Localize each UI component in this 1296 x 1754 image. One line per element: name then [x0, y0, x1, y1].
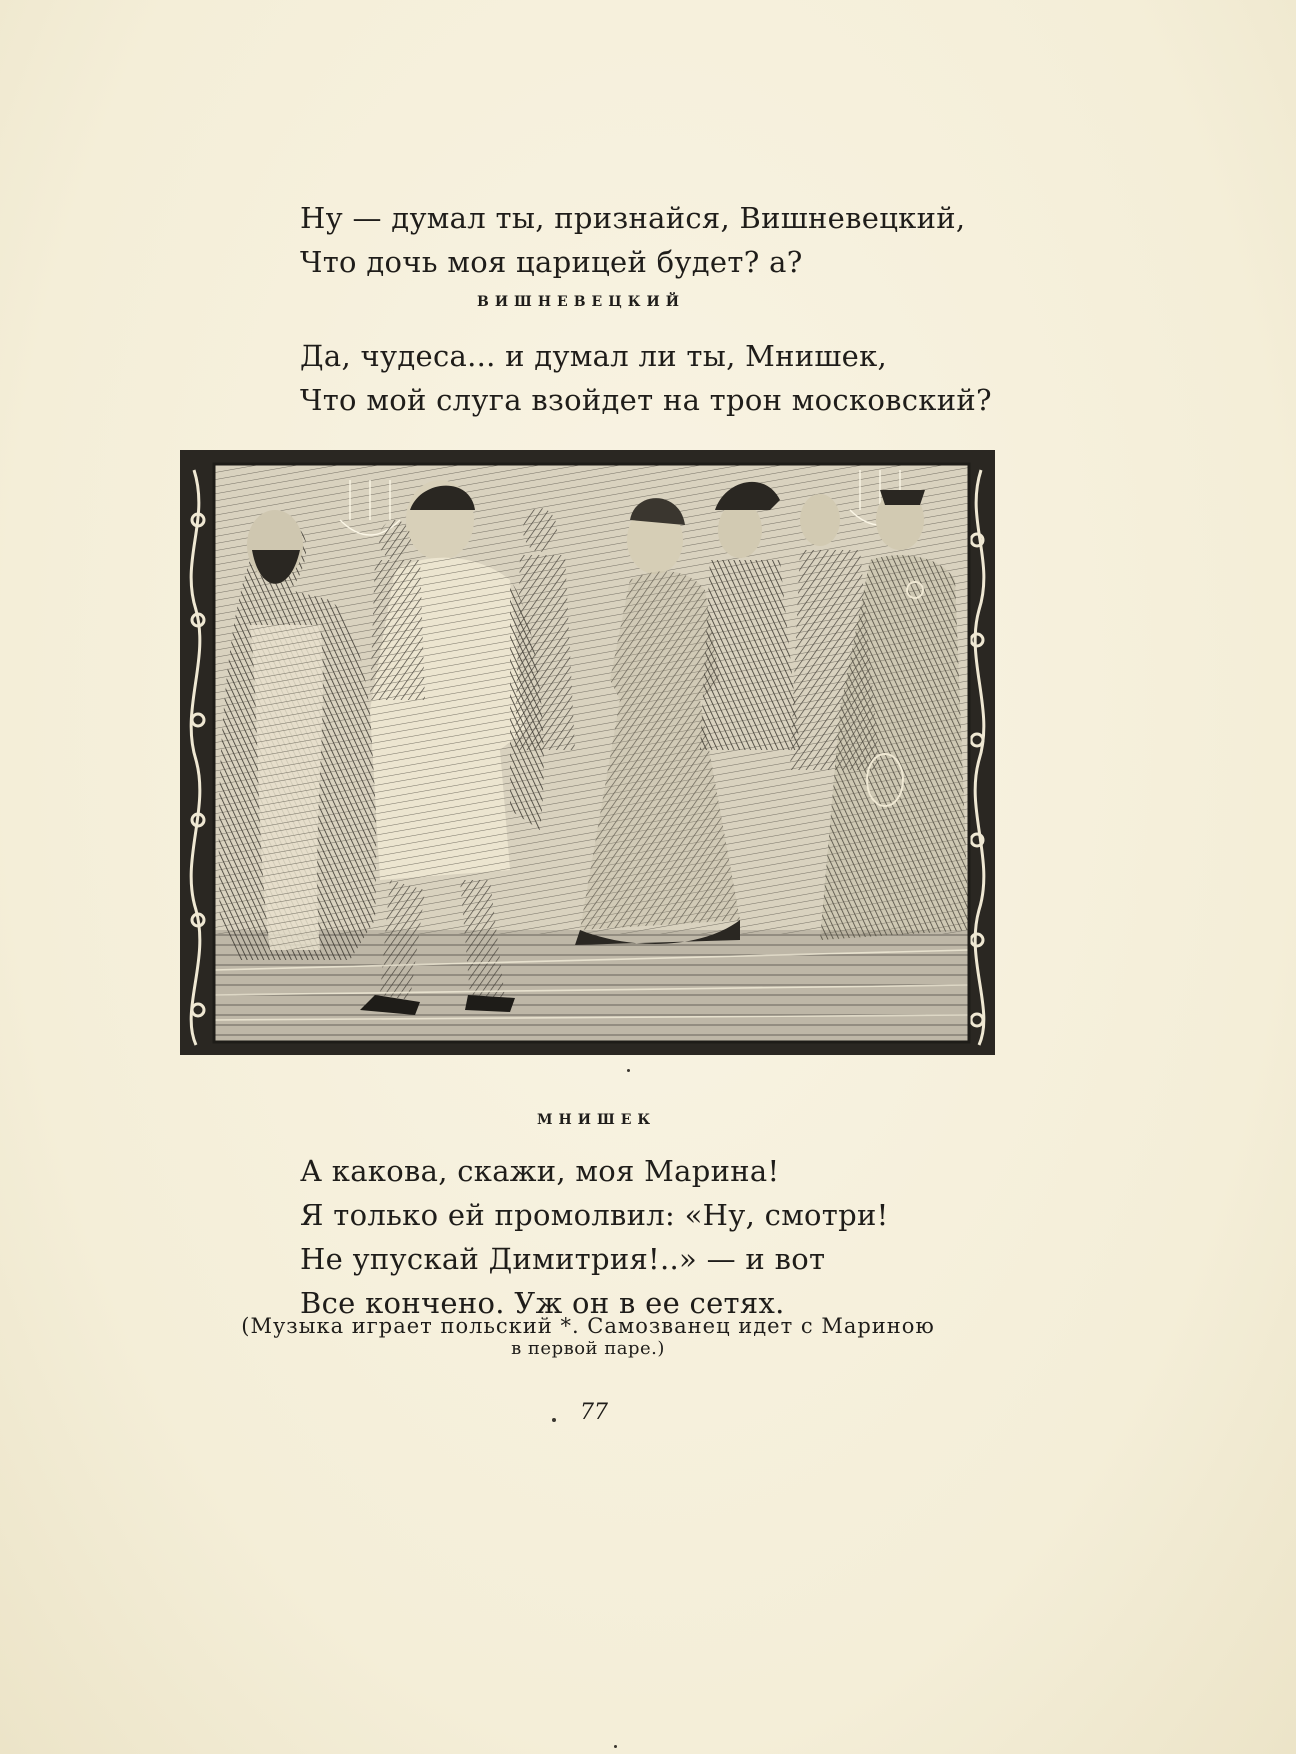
verse-line: А какова, скажи, моя Марина!	[300, 1154, 780, 1188]
ink-speck	[614, 1745, 617, 1748]
verse-line: Не упускай Димитрия!..» — и вот	[300, 1242, 826, 1276]
ink-speck	[627, 1069, 630, 1072]
page-number: 77	[580, 1400, 608, 1425]
stage-direction	[188, 1314, 988, 1359]
engraving-illustration	[180, 450, 995, 1055]
speaker-name-vishnevetsky: ВИШНЕВЕЦКИЙ	[477, 294, 685, 310]
verse-line: Ну — думал ты, признайся, Вишневецкий,	[300, 201, 966, 235]
verse-line: Да, чудеса... и думал ли ты, Мнишек,	[300, 339, 888, 373]
verse-line: Что мой слуга взойдет на трон московский?	[300, 383, 992, 417]
verse-block-2	[300, 334, 992, 422]
speaker-name-mnishek: МНИШЕК	[537, 1112, 657, 1128]
stage-direction-line-1: (Музыка играет польский *. Самозванец идет с Мариною	[241, 1314, 935, 1338]
ink-speck	[552, 1418, 556, 1422]
verse-block-1	[300, 196, 965, 284]
verse-line: Что дочь моя царицей будет? а?	[300, 245, 803, 279]
verse-block-3	[300, 1149, 889, 1325]
verse-line: Все кончено. Уж он в ее сетях.	[300, 1286, 785, 1320]
verse-line: Я только ей промолвил: «Ну, смотри!	[300, 1198, 889, 1232]
stage-direction-line-2: в первой паре.)	[511, 1338, 665, 1359]
